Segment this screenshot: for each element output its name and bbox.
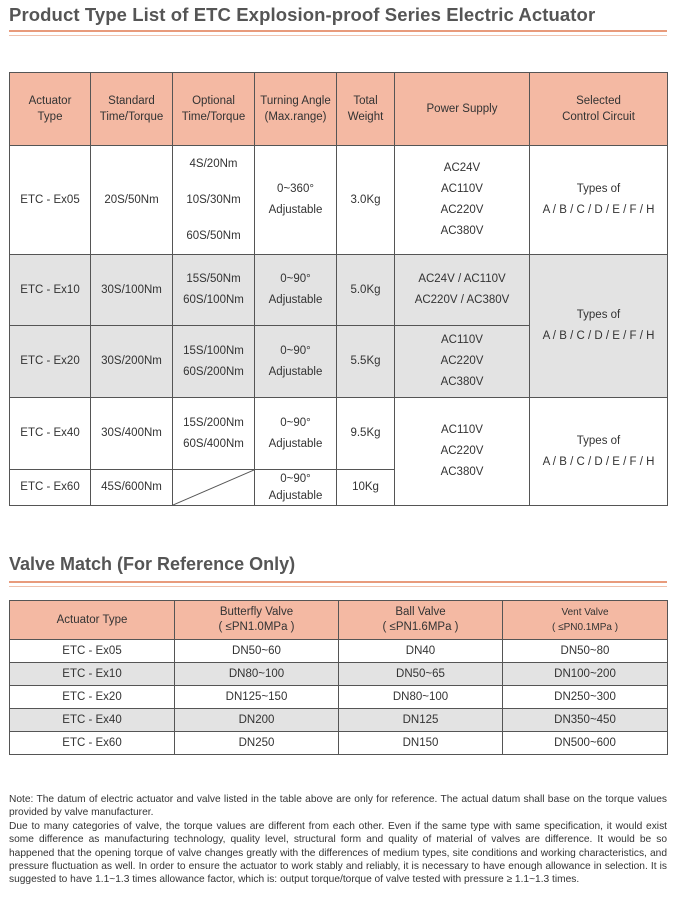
- cell-power: AC110V AC220V AC380V: [395, 398, 530, 506]
- cell-vent: DN500~600: [503, 732, 668, 755]
- table-row: [10, 709, 668, 732]
- table-row: [10, 255, 668, 326]
- header-standard: Standard Time/Torque: [91, 73, 173, 146]
- cell-power: AC24V AC110V AC220V AC380V: [395, 146, 530, 255]
- cell-weight: 9.5Kg: [337, 398, 395, 470]
- cell-circuit: Types of A / B / C / D / E / F / H: [530, 146, 668, 255]
- table-row: [10, 640, 668, 663]
- cell-type: ETC - Ex60: [10, 732, 175, 755]
- header-turning-angle: Turning Angle (Max.range): [255, 73, 337, 146]
- cell-standard: 20S/50Nm: [91, 146, 173, 255]
- cell-optional-empty: [173, 470, 255, 506]
- cell-type: ETC - Ex40: [10, 398, 91, 470]
- product-type-table: [9, 72, 668, 506]
- cell-optional: 15S/200Nm 60S/400Nm: [173, 398, 255, 470]
- cell-circuit: Types of A / B / C / D / E / F / H: [530, 255, 668, 398]
- cell-vent: DN100~200: [503, 663, 668, 686]
- cell-type: ETC - Ex60: [10, 470, 91, 506]
- cell-type: ETC - Ex05: [10, 146, 91, 255]
- cell-type: ETC - Ex40: [10, 709, 175, 732]
- title-underline: [9, 30, 667, 32]
- cell-weight: 10Kg: [337, 470, 395, 506]
- cell-ball: DN50~65: [339, 663, 503, 686]
- table-row: [10, 686, 668, 709]
- header-weight: Total Weight: [337, 73, 395, 146]
- cell-standard: 30S/400Nm: [91, 398, 173, 470]
- table-row: [10, 398, 668, 470]
- cell-ball: DN125: [339, 709, 503, 732]
- cell-weight: 5.0Kg: [337, 255, 395, 326]
- cell-angle: 0~90° Adjustable: [255, 398, 337, 470]
- cell-vent: DN350~450: [503, 709, 668, 732]
- page-title: Product Type List of ETC Explosion-proof Series Electric Actuator: [9, 4, 596, 25]
- cell-optional: 4S/20Nm 10S/30Nm 60S/50Nm: [173, 146, 255, 255]
- header-ball-valve: Ball Valve ( ≤PN1.6MPa ): [339, 601, 503, 640]
- header-actuator-type: Actuator Type: [10, 73, 91, 146]
- table-row: [10, 732, 668, 755]
- cell-butterfly: DN80~100: [175, 663, 339, 686]
- cell-type: ETC - Ex10: [10, 663, 175, 686]
- cell-angle: 0~90° Adjustable: [255, 326, 337, 398]
- cell-power: AC110V AC220V AC380V: [395, 326, 530, 398]
- cell-type: ETC - Ex20: [10, 326, 91, 398]
- cell-weight: 5.5Kg: [337, 326, 395, 398]
- valve-match-table: [9, 600, 668, 755]
- table-header-row: [10, 73, 668, 146]
- cell-optional: 15S/50Nm 60S/100Nm: [173, 255, 255, 326]
- cell-vent: DN50~80: [503, 640, 668, 663]
- note-paragraph: Due to many categories of valve, the torque values are different from each other. Even if the same type with same specification, it would exist some difference as manufacturing technology, quality level, structural form and quality of material of valves are difference. It would be so happened that the opening torque of valve changes greatly with the differences of medium types, site conditions and working characteristics, and pressure fluctuation as well. In order to ensure the actuator to work stably and reliably, it is necessary to have enough allowance in selection. It is suggested to have 1.1~1.3 times allowance factor, which is: output torque/torque of valve tested with pressure ≥ 1.1~1.3 times.: [9, 820, 667, 886]
- cell-type: ETC - Ex05: [10, 640, 175, 663]
- cell-standard: 30S/200Nm: [91, 326, 173, 398]
- notes: [9, 793, 667, 887]
- cell-ball: DN80~100: [339, 686, 503, 709]
- cell-type: ETC - Ex20: [10, 686, 175, 709]
- table-row: [10, 146, 668, 255]
- note-paragraph: Note: The datum of electric actuator and valve listed in the table above are only for reference. The actual datum shall base on the torque values provided by valve manufacturer.: [9, 794, 667, 819]
- cell-type: ETC - Ex10: [10, 255, 91, 326]
- table-row: [10, 663, 668, 686]
- cell-optional: 15S/100Nm 60S/200Nm: [173, 326, 255, 398]
- cell-angle: 0~90° Adjustable: [255, 255, 337, 326]
- section-title: Valve Match (For Reference Only): [9, 554, 296, 574]
- table-header-row: [10, 601, 668, 640]
- cell-angle: 0~90° Adjustable: [255, 470, 337, 506]
- cell-ball: DN150: [339, 732, 503, 755]
- cell-vent: DN250~300: [503, 686, 668, 709]
- diagonal-line: [173, 470, 254, 505]
- cell-butterfly: DN200: [175, 709, 339, 732]
- cell-butterfly: DN50~60: [175, 640, 339, 663]
- cell-standard: 45S/600Nm: [91, 470, 173, 506]
- cell-ball: DN40: [339, 640, 503, 663]
- section-underline: [9, 581, 667, 583]
- section-underline-thin: [9, 586, 667, 587]
- cell-butterfly: DN250: [175, 732, 339, 755]
- cell-circuit: Types of A / B / C / D / E / F / H: [530, 398, 668, 506]
- title-underline-thin: [9, 35, 667, 36]
- header-power-supply: Power Supply: [395, 73, 530, 146]
- cell-power: AC24V / AC110V AC220V / AC380V: [395, 255, 530, 326]
- header-optional: Optional Time/Torque: [173, 73, 255, 146]
- header-actuator-type: Actuator Type: [10, 601, 175, 640]
- header-control-circuit: Selected Control Circuit: [530, 73, 668, 146]
- cell-standard: 30S/100Nm: [91, 255, 173, 326]
- cell-butterfly: DN125~150: [175, 686, 339, 709]
- header-vent-valve: Vent Valve ( ≤PN0.1MPa ): [503, 601, 668, 640]
- header-butterfly-valve: Butterfly Valve ( ≤PN1.0MPa ): [175, 601, 339, 640]
- cell-angle: 0~360° Adjustable: [255, 146, 337, 255]
- cell-weight: 3.0Kg: [337, 146, 395, 255]
